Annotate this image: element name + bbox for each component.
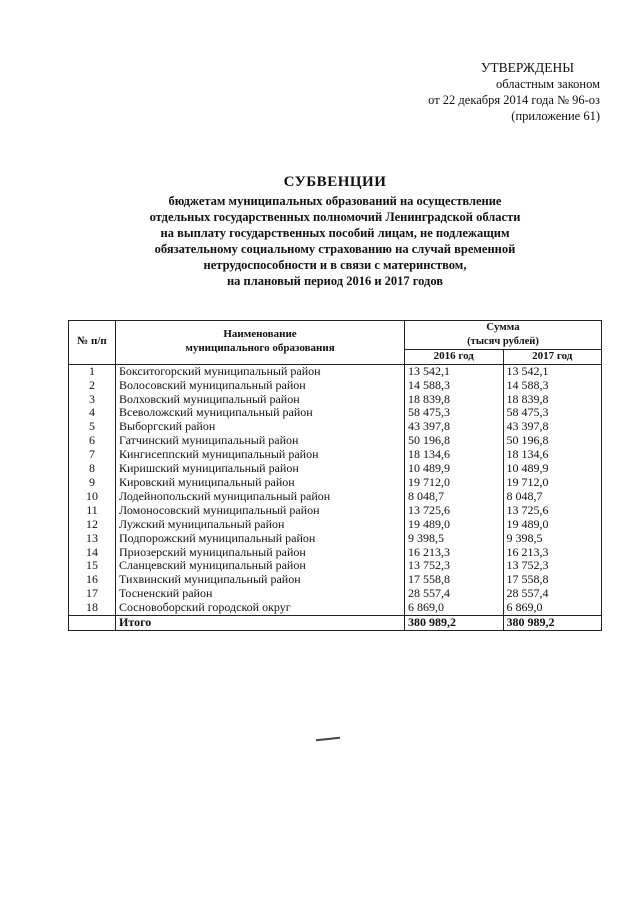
row-value-2017: 16 213,3 (503, 546, 602, 560)
row-number: 3 (69, 393, 116, 407)
row-municipality-name: Тихвинский муниципальный район (116, 573, 405, 587)
row-number: 14 (69, 546, 116, 560)
header-name-line-1: Наименование (223, 328, 297, 341)
header-sum-unit: (тысяч рублей) (467, 335, 539, 347)
row-municipality-name: Сосновоборский городской округ (116, 601, 405, 615)
row-municipality-name: Лужский муниципальный район (116, 518, 405, 532)
row-number: 12 (69, 518, 116, 532)
header-sum (405, 321, 602, 350)
title-line-5: нетрудоспособности и в связи с материнством, (203, 258, 467, 272)
row-municipality-name: Всеволожский муниципальный район (116, 406, 405, 420)
header-name (116, 321, 405, 365)
row-value-2016: 19 712,0 (405, 476, 504, 490)
row-value-2016: 18 134,6 (405, 448, 504, 462)
row-value-2017: 13 752,3 (503, 559, 602, 573)
table-row (69, 490, 602, 504)
row-value-2016: 13 542,1 (405, 364, 504, 378)
row-value-2017: 50 196,8 (503, 434, 602, 448)
row-number: 2 (69, 379, 116, 393)
title-line-1: бюджетам муниципальных образований на осуществление (168, 194, 502, 208)
row-value-2016: 50 196,8 (405, 434, 504, 448)
row-value-2017: 19 712,0 (503, 476, 602, 490)
row-municipality-name: Гатчинский муниципальный район (116, 434, 405, 448)
row-value-2017: 58 475,3 (503, 406, 602, 420)
row-number: 17 (69, 587, 116, 601)
row-municipality-name: Лодейнопольский муниципальный район (116, 490, 405, 504)
row-number: 5 (69, 420, 116, 434)
row-value-2016: 18 839,8 (405, 393, 504, 407)
row-value-2016: 6 869,0 (405, 601, 504, 615)
row-municipality-name: Волховский муниципальный район (116, 393, 405, 407)
row-value-2017: 13 725,6 (503, 504, 602, 518)
row-number: 16 (69, 573, 116, 587)
header-sum-label: Сумма (486, 321, 520, 333)
row-number: 8 (69, 462, 116, 476)
row-number: 4 (69, 406, 116, 420)
row-number: 9 (69, 476, 116, 490)
total-2016: 380 989,2 (405, 616, 504, 631)
table-row (69, 476, 602, 490)
row-value-2016: 43 397,8 (405, 420, 504, 434)
row-value-2016: 9 398,5 (405, 532, 504, 546)
row-value-2017: 18 839,8 (503, 393, 602, 407)
row-value-2016: 19 489,0 (405, 518, 504, 532)
table-row (69, 379, 602, 393)
table-row (69, 532, 602, 546)
row-number: 15 (69, 559, 116, 573)
row-value-2016: 16 213,3 (405, 546, 504, 560)
row-value-2017: 10 489,9 (503, 462, 602, 476)
row-municipality-name: Выборгский район (116, 420, 405, 434)
document-title (70, 174, 600, 289)
table-row (69, 462, 602, 476)
header-year-2017: 2017 год (503, 349, 602, 364)
row-value-2017: 6 869,0 (503, 601, 602, 615)
row-value-2016: 13 752,3 (405, 559, 504, 573)
table-row (69, 559, 602, 573)
total-label: Итого (116, 616, 405, 631)
row-municipality-name: Тосненский район (116, 587, 405, 601)
row-municipality-name: Ломоносовский муниципальный район (116, 504, 405, 518)
table-row (69, 406, 602, 420)
table-row (69, 420, 602, 434)
title-line-2: отдельных государственных полномочий Ленинградской области (149, 210, 521, 224)
row-value-2017: 14 588,3 (503, 379, 602, 393)
title-line-6: на плановый период 2016 и 2017 годов (226, 274, 444, 288)
row-value-2017: 19 489,0 (503, 518, 602, 532)
row-value-2017: 13 542,1 (503, 364, 602, 378)
table-row (69, 601, 602, 615)
row-number: 10 (69, 490, 116, 504)
row-number: 1 (69, 364, 116, 378)
row-municipality-name: Приозерский муниципальный район (116, 546, 405, 560)
total-number-cell (69, 616, 116, 631)
table-body (69, 364, 602, 615)
total-row (69, 616, 602, 631)
header-year-2016: 2016 год (405, 349, 504, 364)
total-2017: 380 989,2 (503, 616, 602, 631)
table-row (69, 448, 602, 462)
subventions-table (68, 320, 602, 631)
row-number: 18 (69, 601, 116, 615)
row-value-2017: 8 048,7 (503, 490, 602, 504)
row-municipality-name: Подпорожский муниципальный район (116, 532, 405, 546)
title-heading: СУБВЕНЦИИ (283, 174, 387, 190)
title-line-4: обязательному социальному страхованию на случай временной (154, 242, 516, 256)
header-name-line-2: муниципального образования (185, 342, 335, 355)
row-municipality-name: Кировский муниципальный район (116, 476, 405, 490)
table-row (69, 434, 602, 448)
approval-stamp (340, 60, 600, 124)
row-value-2016: 17 558,8 (405, 573, 504, 587)
handwritten-mark (316, 737, 340, 741)
row-value-2016: 10 489,9 (405, 462, 504, 476)
table-row (69, 364, 602, 378)
table-row (69, 518, 602, 532)
row-value-2017: 17 558,8 (503, 573, 602, 587)
row-value-2016: 28 557,4 (405, 587, 504, 601)
approval-line-1: областным законом (495, 77, 600, 91)
row-value-2016: 58 475,3 (405, 406, 504, 420)
row-value-2017: 28 557,4 (503, 587, 602, 601)
approval-line-3: (приложение 61) (511, 109, 600, 123)
approval-title: УТВЕРЖДЕНЫ (480, 60, 574, 75)
row-value-2017: 43 397,8 (503, 420, 602, 434)
title-line-3: на выплату государственных пособий лицам, не подлежащим (160, 226, 510, 240)
approval-line-2: от 22 декабря 2014 года № 96-оз (428, 93, 600, 107)
row-municipality-name: Кингисеппский муниципальный район (116, 448, 405, 462)
row-municipality-name: Бокситогорский муниципальный район (116, 364, 405, 378)
row-value-2017: 18 134,6 (503, 448, 602, 462)
table-row (69, 393, 602, 407)
header-number: № п/п (69, 321, 116, 365)
row-municipality-name: Сланцевский муниципальный район (116, 559, 405, 573)
row-value-2016: 13 725,6 (405, 504, 504, 518)
table-row (69, 587, 602, 601)
table-row (69, 573, 602, 587)
row-municipality-name: Волосовский муниципальный район (116, 379, 405, 393)
row-number: 13 (69, 532, 116, 546)
row-number: 11 (69, 504, 116, 518)
row-value-2016: 8 048,7 (405, 490, 504, 504)
table-row (69, 546, 602, 560)
table-row (69, 504, 602, 518)
row-value-2016: 14 588,3 (405, 379, 504, 393)
row-number: 6 (69, 434, 116, 448)
row-municipality-name: Киришский муниципальный район (116, 462, 405, 476)
row-value-2017: 9 398,5 (503, 532, 602, 546)
row-number: 7 (69, 448, 116, 462)
